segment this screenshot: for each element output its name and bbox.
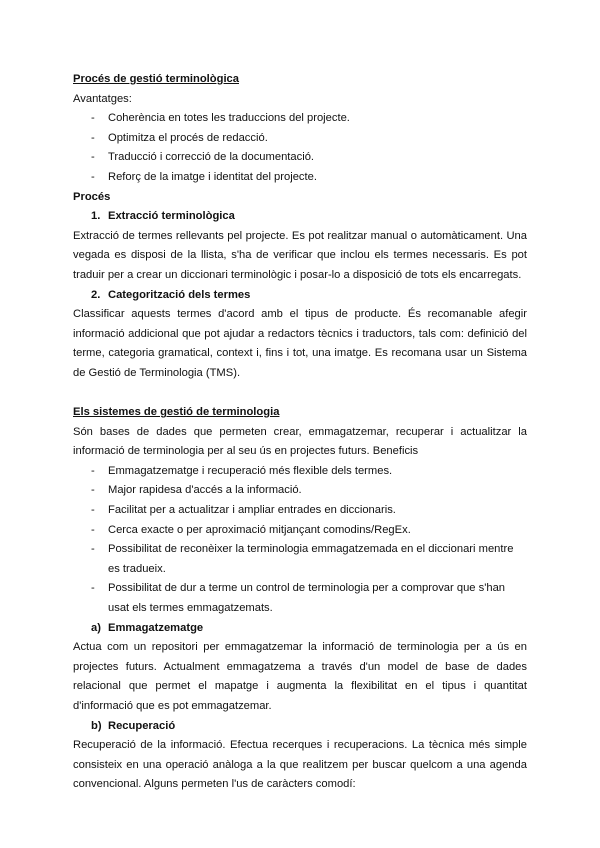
sub-title: Emmagatzematge <box>108 621 204 634</box>
step-heading-2 <box>73 286 527 306</box>
section-title-systems: Els sistemes de gestió de terminologia <box>73 406 280 419</box>
sub-text-a: Actua com un repositori per emmagatzemar la informació de terminologia per a ús en projectes futurs. Actualment emmagatzema a través d'un model de base de dades relacional que permet el mapatge i augmenta la flexibilitat en el tipus i quantitat d'informació que es pot emmagatzemar. <box>73 641 527 712</box>
sub-title: Recuperació <box>108 719 176 732</box>
document-page <box>73 70 527 795</box>
step-text-2: Classificar aquests termes d'acord amb el tipus de producte. És recomanable afegir informació addicional que pot ajudar a redactors tècnics i traductors, tals com: definició del terme, categoria gramatical, context i, fins i tot, una imatge. Es recomana usar un Sistema de Gestió de Terminologia (TMS). <box>73 308 527 379</box>
spacer <box>73 384 527 404</box>
sub-heading-b <box>73 717 527 737</box>
section-title-process: Procés de gestió terminològica <box>73 73 239 85</box>
benefits-list <box>73 462 527 619</box>
sub-letter: b) <box>91 719 102 732</box>
step-title: Extracció terminològica <box>108 210 235 223</box>
step-number: 1. <box>91 210 101 223</box>
list-item: - Coherència en totes les traduccions del projecte. <box>73 109 527 129</box>
list-item: - Traducció i correcció de la documentació. <box>73 148 527 168</box>
list-item: - Emmagatzematge i recuperació més flexible dels termes. <box>73 462 527 482</box>
systems-intro: Són bases de dades que permeten crear, emmagatzemar, recuperar i actualitzar la informació de terminologia per al seu ús en projectes futurs. Beneficis <box>73 425 527 458</box>
step-heading-1 <box>73 207 527 227</box>
process-label: Procés <box>73 190 111 203</box>
step-text-1: Extracció de termes rellevants pel projecte. Es pot realitzar manual o automàticament. Una vegada es disposi de la llista, s'ha de verificar que inclou els termes necessaris. Es pot traduir per a crear un diccionari terminològic i posar-lo a disposició de tots els encarregats. <box>73 229 527 281</box>
sub-letter: a) <box>91 621 101 634</box>
step-title: Categorització dels termes <box>108 288 251 301</box>
list-item: - Facilitat per a actualitzar i ampliar entrades en diccionaris. <box>73 501 527 521</box>
advantages-label: Avantatges: <box>73 92 132 105</box>
list-item: - Optimitza el procés de redacció. <box>73 129 527 149</box>
sub-heading-a <box>73 619 527 639</box>
list-item: - Possibilitat de reconèixer la terminologia emmagatzemada en el diccionari mentre es tradueix. <box>73 540 527 579</box>
list-item: - Reforç de la imatge i identitat del projecte. <box>73 168 527 188</box>
advantages-list <box>73 109 527 187</box>
list-item: - Cerca exacte o per aproximació mitjançant comodins/RegEx. <box>73 521 527 541</box>
list-item: - Possibilitat de dur a terme un control de terminologia per a comprovar que s'han usat els termes emmagatzemats. <box>73 579 527 618</box>
step-number: 2. <box>91 288 101 301</box>
list-item: - Major rapidesa d'accés a la informació. <box>73 481 527 501</box>
sub-text-b: Recuperació de la informació. Efectua recerques i recuperacions. La tècnica més simple consisteix en una operació anàloga a la que realitzem per buscar quelcom a una agenda convencional. Alguns permeten l'us de caràcters comodí: <box>73 739 527 791</box>
